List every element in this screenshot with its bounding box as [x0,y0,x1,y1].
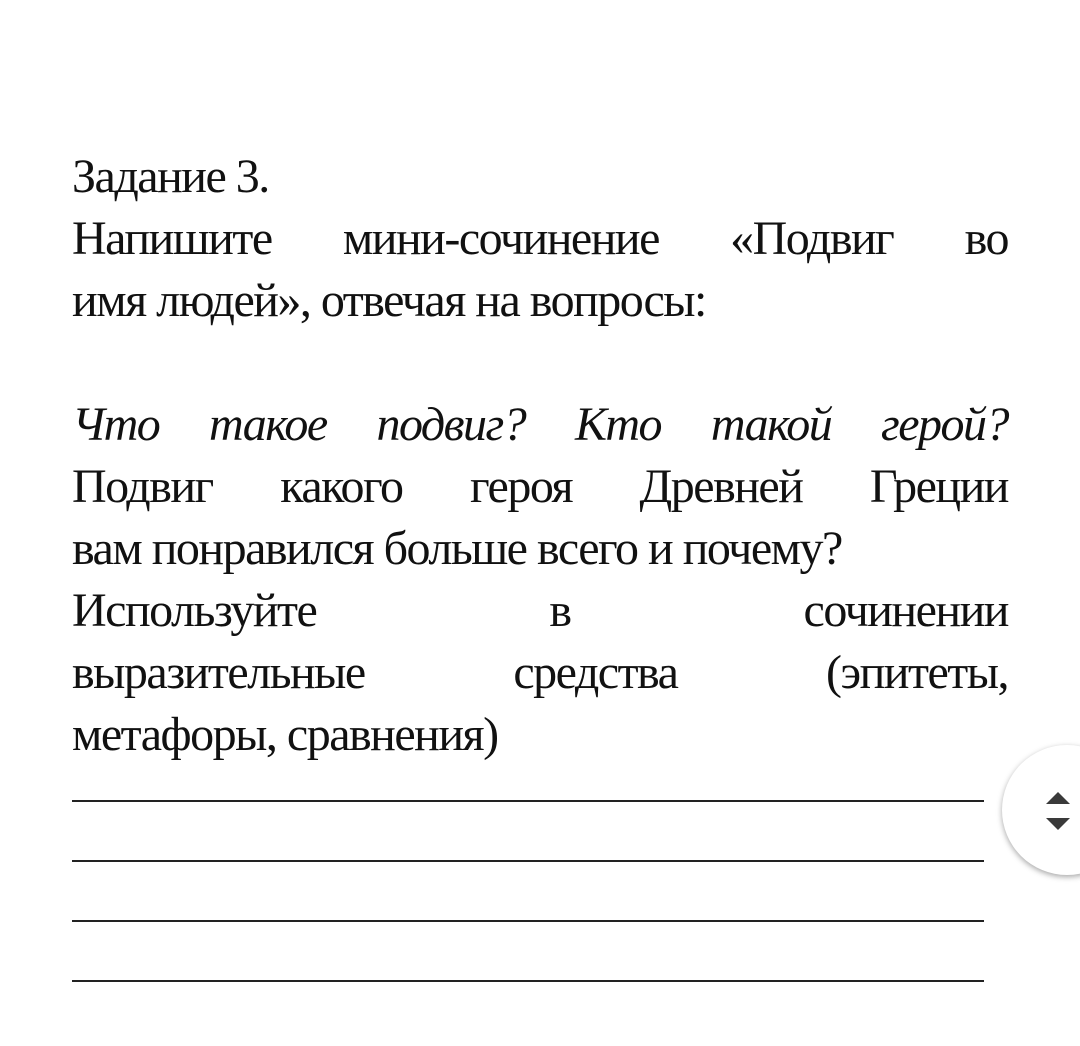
word: Кто [574,398,662,451]
word: Греции [869,460,1008,513]
word: выразительные [72,646,365,699]
word: такое [209,398,327,451]
word: (эпитеты, [826,646,1008,699]
answer-lines [72,800,984,1040]
word: герой? [880,398,1008,451]
task-title: Задание 3. [72,150,269,203]
word: Напишите [72,212,272,265]
triangle-up-icon[interactable] [1046,792,1070,804]
word: во [964,212,1008,265]
question-line-1 [72,394,1008,456]
word: сочинении [803,584,1008,637]
answer-line [72,860,984,862]
answer-line [72,920,984,922]
word: Подвиг [72,460,213,513]
answer-line [72,800,984,802]
word: героя [470,460,573,513]
word: подвиг? [376,398,526,451]
question-line-5 [72,642,1008,704]
question-line-2 [72,456,1008,518]
task-text [72,146,1008,766]
word: в [549,584,571,637]
intro-line-2: имя людей», отвечая на вопросы: [72,274,706,327]
word: мини-сочинение [342,212,659,265]
triangle-down-icon[interactable] [1046,818,1070,830]
intro-line-1 [72,208,1008,270]
question-line-4 [72,580,1008,642]
word: такой [710,398,832,451]
spacer [72,332,1008,394]
word: средства [513,646,678,699]
scroll-button[interactable] [1002,745,1080,875]
question-line-6: метафоры, сравнения) [72,708,498,761]
word: Древней [639,460,803,513]
word: Используйте [72,584,317,637]
question-line-3: вам понравился больше всего и почему? [72,522,842,575]
word: «Подвиг [730,212,894,265]
word: какого [280,460,403,513]
answer-line [72,980,984,982]
word: Что [72,398,160,451]
